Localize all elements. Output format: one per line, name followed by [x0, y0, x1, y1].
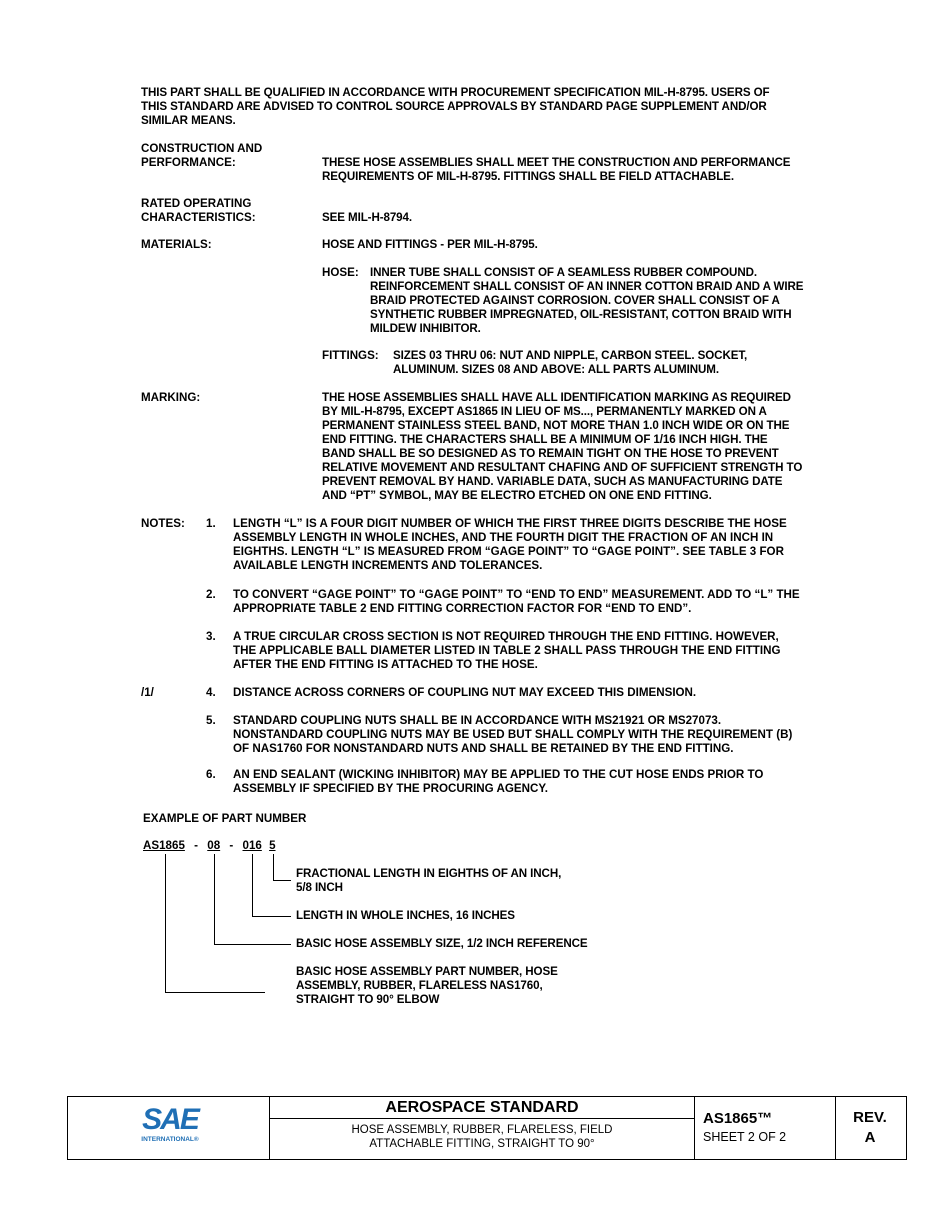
example-heading: EXAMPLE OF PART NUMBER — [143, 812, 307, 825]
sheet-number: SHEET 2 OF 2 — [703, 1130, 787, 1144]
note-text: DISTANCE ACROSS CORNERS OF COUPLING NUT MAY EXCEED THIS DIMENSION. — [233, 686, 697, 699]
leader-length-horizontal — [252, 916, 291, 917]
sae-logo-sub: INTERNATIONAL — [141, 1136, 194, 1143]
callout-fraction: FRACTIONAL LENGTH IN EIGHTHS OF AN INCH, 5/8 INCH — [296, 867, 562, 894]
fittings-text: SIZES 03 THRU 06: NUT AND NIPPLE, CARBON STEEL. SOCKET, ALUMINUM. SIZES 08 AND ABOVE: ALL PARTS ALUMINUM. — [393, 349, 748, 376]
standard-description: HOSE ASSEMBLY, RUBBER, FLARELESS, FIELD ATTACHABLE FITTING, STRAIGHT TO 90° — [351, 1124, 613, 1150]
note-number: 4. — [206, 686, 216, 699]
note-number: 5. — [206, 714, 216, 727]
leader-base-horizontal — [165, 992, 265, 993]
note-text: TO CONVERT “GAGE POINT” TO “GAGE POINT” TO “END TO END” MEASUREMENT. ADD TO “L” THE APPROPRIATE TABLE 2 END FITTING CORRECTION FACTOR FOR “END TO END”. — [233, 588, 800, 615]
rev-value: A — [864, 1129, 876, 1146]
callout-length: LENGTH IN WHOLE INCHES, 16 INCHES — [296, 909, 515, 922]
part-fraction: 5 — [269, 839, 276, 852]
marking-text: THE HOSE ASSEMBLIES SHALL HAVE ALL IDENTIFICATION MARKING AS REQUIRED BY MIL-H-8795, EXCEPT AS1865 IN LIEU OF MS..., PERMANENTLY MARKED ON A PERMANENT STAINLESS STEEL BAND, NOT MORE THAN 1.0 INCH WIDE OR ON THE END FITTING. THE CHARACTERS SHALL BE A MINIMUM OF 1/16 INCH HIGH. THE BAND SHALL BE SO DESIGNED AS TO REMAIN TIGHT ON THE HOSE TO PREVENT RELATIVE MOVEMENT AND RESULTANT CHAFING AND OF SUFFICIENT STRENGTH TO PREVENT REMOVAL BY HAND. VARIABLE DATA, SUCH AS MANUFACTURING DATE AND “PT” SYMBOL, MAY BE ELECTRO ETCHED ON ONE END FITTING. — [322, 391, 803, 502]
part-size: 08 — [207, 839, 221, 852]
rated-text: SEE MIL-H-8794. — [322, 211, 412, 224]
hose-label: HOSE: — [322, 266, 359, 279]
intro-line: SIMILAR MEANS. — [141, 114, 236, 127]
sae-logo-text: SAE — [142, 1103, 198, 1136]
part-number — [143, 839, 276, 852]
rev-cell — [836, 1097, 906, 1159]
leader-base-vertical — [165, 854, 166, 992]
note-text: STANDARD COUPLING NUTS SHALL BE IN ACCORDANCE WITH MS21921 OR MS27073. NONSTANDARD COUPLING NUTS MAY BE USED BUT SHALL COMPLY WITH THE REQUIREMENT (B) OF NAS1760 FOR NONSTANDARD NUTS AND SHALL BE RETAINED BY THE END FITTING. — [233, 714, 793, 755]
fittings-label: FITTINGS: — [322, 349, 379, 362]
rev-label: REV. — [853, 1109, 887, 1126]
rated-label: RATED OPERATING CHARACTERISTICS: — [141, 197, 256, 224]
callout-base: BASIC HOSE ASSEMBLY PART NUMBER, HOSE ASSEMBLY, RUBBER, FLARELESS NAS1760, STRAIGHT TO 90° ELBOW — [296, 965, 558, 1006]
part-length: 016 — [242, 839, 262, 852]
note-flag: /1/ — [141, 686, 154, 699]
leader-fraction-vertical — [273, 854, 274, 880]
note-number: 6. — [206, 768, 216, 781]
marking-label: MARKING: — [141, 391, 201, 404]
leader-size-horizontal — [214, 944, 291, 945]
note-number: 2. — [206, 588, 216, 601]
materials-label: MATERIALS: — [141, 238, 212, 251]
part-sep: - — [229, 839, 234, 852]
leader-fraction-horizontal — [273, 880, 291, 881]
intro-paragraph — [141, 86, 841, 128]
part-sep: - — [194, 839, 199, 852]
standard-title: AEROSPACE STANDARD — [270, 1097, 694, 1119]
logo-cell — [68, 1097, 270, 1159]
construction-text: THESE HOSE ASSEMBLIES SHALL MEET THE CONSTRUCTION AND PERFORMANCE REQUIREMENTS OF MIL-H-8795. FITTINGS SHALL BE FIELD ATTACHABLE. — [322, 156, 791, 183]
doc-number: AS1865™ — [703, 1110, 773, 1127]
doc-number-cell — [695, 1097, 836, 1159]
sae-logo-mark: ® — [193, 1136, 199, 1143]
note-number: 1. — [206, 517, 216, 530]
part-base: AS1865 — [143, 839, 185, 852]
title-cell — [270, 1097, 695, 1159]
construction-label: CONSTRUCTION AND PERFORMANCE: — [141, 142, 263, 169]
materials-text: HOSE AND FITTINGS - PER MIL-H-8795. — [322, 238, 538, 251]
note-text: A TRUE CIRCULAR CROSS SECTION IS NOT REQUIRED THROUGH THE END FITTING. HOWEVER, THE APPLICABLE BALL DIAMETER LISTED IN TABLE 2 SHALL PASS THROUGH THE END FITTING AFTER THE END FITTING IS ATTACHED TO THE HOSE. — [233, 630, 781, 671]
hose-text: INNER TUBE SHALL CONSIST OF A SEAMLESS RUBBER COMPOUND. REINFORCEMENT SHALL CONSIST OF AN INNER COTTON BRAID AND A WIRE BRAID PROTECTED AGAINST CORROSION. COVER SHALL CONSIST OF A SYNTHETIC RUBBER IMPREGNATED, OIL-RESISTANT, COTTON BRAID WITH MILDEW INHIBITOR. — [370, 266, 804, 335]
notes-label: NOTES: — [141, 517, 185, 530]
intro-line: THIS STANDARD ARE ADVISED TO CONTROL SOURCE APPROVALS BY STANDARD PAGE SUPPLEMENT AND/OR — [141, 100, 767, 113]
sae-logo — [135, 1105, 205, 1143]
note-number: 3. — [206, 630, 216, 643]
title-block — [67, 1096, 907, 1160]
leader-length-vertical — [252, 854, 253, 916]
callout-size: BASIC HOSE ASSEMBLY SIZE, 1/2 INCH REFERENCE — [296, 937, 588, 950]
intro-line: THIS PART SHALL BE QUALIFIED IN ACCORDANCE WITH PROCUREMENT SPECIFICATION MIL-H-8795. USERS OF — [141, 86, 770, 99]
note-text: LENGTH “L” IS A FOUR DIGIT NUMBER OF WHICH THE FIRST THREE DIGITS DESCRIBE THE HOSE ASSEMBLY LENGTH IN WHOLE INCHES, AND THE FOURTH DIGIT THE FRACTION OF AN INCH IN EIGHTHS. LENGTH “L” IS MEASURED FROM “GAGE POINT” TO “GAGE POINT”. SEE TABLE 3 FOR AVAILABLE LENGTH INCREMENTS AND TOLERANCES. — [233, 517, 787, 572]
note-text: AN END SEALANT (WICKING INHIBITOR) MAY BE APPLIED TO THE CUT HOSE ENDS PRIOR TO ASSEMBLY IF SPECIFIED BY THE PROCURING AGENCY. — [233, 768, 764, 795]
leader-size-vertical — [214, 854, 215, 944]
